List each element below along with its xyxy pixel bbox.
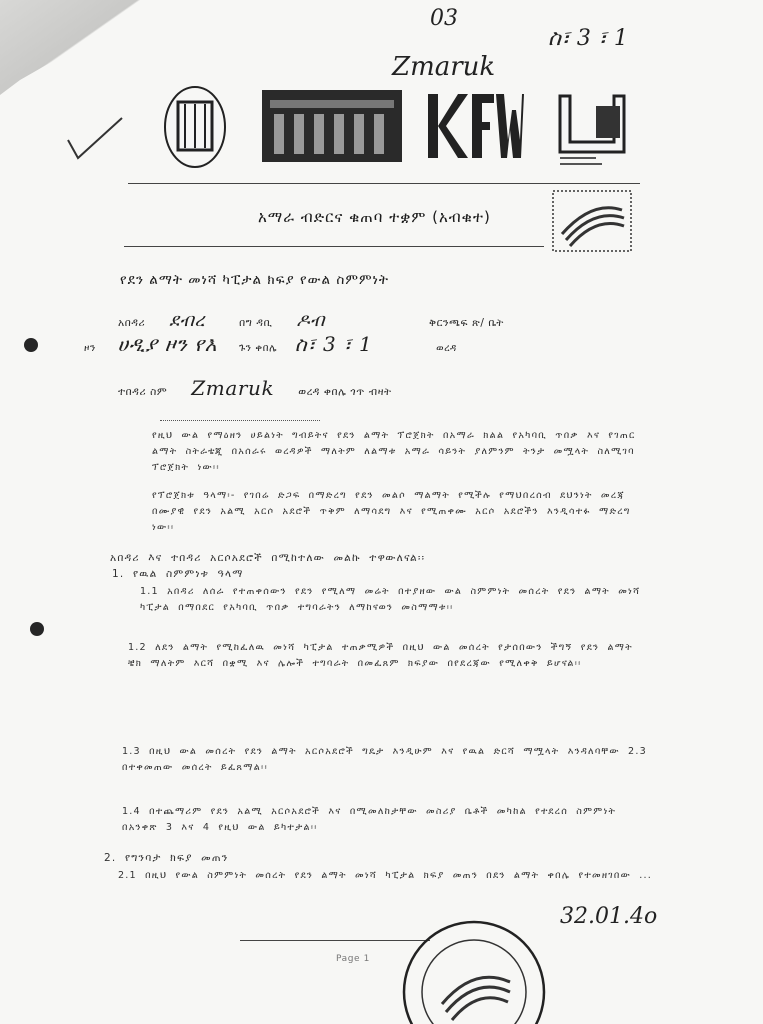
paragraph-1-2: 1.2 ለደን ልማት የሚከፈለዉ መነሻ ካፒታል ተጠቃሚዎች በዚህ ውል መሰረት የታሰበውን ችግኝ የደን ልማት ቼክ ማለትም እርሻ በቋሚ እና ሌሎች ተግባራት በመፈጸም ክፍያው በየደረጃው የሚለቀቅ ይሆናል፡፡ bbox=[128, 642, 633, 669]
section-heading-2: 2. የግንባታ ክፍያ መጠን bbox=[104, 852, 229, 864]
field-row-zone bbox=[84, 332, 457, 356]
field-value-handwritten: ዶብ bbox=[296, 310, 326, 331]
checkmark-icon bbox=[60, 110, 130, 170]
field-value-handwritten: ሀዲያ ዞን የእ bbox=[117, 332, 218, 356]
acsi-logo bbox=[552, 190, 632, 252]
paragraph-1-3: 1.3 በዚህ ውል መሰረት የደን ልማት አርሶአደሮች ግዴታ እንዲሁም እና የዉል ድርሻ ማሟላት እንዳለባቸው 2.3 በተቀመጠው መሰረት ይፈጸማል፡፡ bbox=[122, 746, 647, 773]
field-label: ወረዳ ቀበሌ ጎጥ ብዛት bbox=[298, 386, 392, 398]
german-cooperation-logo bbox=[556, 92, 628, 172]
field-row-lender bbox=[118, 310, 504, 331]
paragraph-intro: አበዳሪ እና ተበዳሪ አርሶአደሮች በሚከተለው መልኩ ተዋውለናል፡፡ bbox=[110, 552, 426, 564]
paragraph-1-1: 1.1 አበዳሪ ለሰራ የተጠቀሰውን የደን የሚለማ መሬት በተያዘው ውል ስምምነት መሰረት የደን ልማት መነሻ ካፒታል በማበደር የአካባቢ ጥበቃ ተግባራትን ለማከናወን መስማማቱ፡፡ bbox=[140, 586, 641, 613]
folded-corner bbox=[0, 0, 170, 95]
header-rule-top bbox=[128, 183, 640, 184]
field-label: አበዳሪ bbox=[118, 317, 146, 329]
punch-hole-bottom bbox=[30, 622, 44, 636]
paragraph-1-4: 1.4 በተጨማሪም የደን አልሚ አርሶአደሮች እና በሚመለከታቸው መስሪያ ቤቶች መካከል የተደረሰ ስምምነት በአንቀጽ 3 እና 4 የዚህ ውል ይካተታል፡፡ bbox=[122, 806, 617, 833]
field-label: ጉን ቀበሌ bbox=[238, 343, 278, 354]
handwritten-top-mark: 03 bbox=[430, 6, 458, 31]
field-row-borrower bbox=[118, 376, 392, 400]
handwritten-top-right: ስ፣ 3 ፣ 1 bbox=[548, 26, 628, 51]
building-logo bbox=[262, 90, 402, 162]
kfw-logo bbox=[424, 90, 524, 162]
field-value-handwritten: ደብረ bbox=[169, 310, 206, 331]
paragraph-2-1: 2.1 በዚህ የውል ስምምነት መሰረት የደን ልማት መነሻ ካፒታል ክፍያ መጠን በደን ልማት ቀበሌ የተመዘገበው ... bbox=[118, 870, 652, 881]
official-round-stamp bbox=[398, 916, 550, 1024]
field-label: ቅርንጫፍ ጽ/ ቤት bbox=[428, 317, 504, 329]
field-label: ተበዳሪ ስም bbox=[118, 386, 168, 398]
ethiopia-emblem-logo bbox=[160, 82, 230, 172]
field-label: ወረዳ bbox=[436, 343, 457, 354]
field-underline bbox=[160, 420, 320, 421]
paragraph-bullet-1: የዚህ ውል የማዕዘን ሀይልነት ግብይትና የደን ልማት ፕሮጀክት በአማራ ክልል የአካባቢ ጥበቃ እና የገጠር ልማት ስትራቴጂ በአሰራሩ ወረዳዎች ማለትም ለልማቱ አማራ ሳይንት ያለምንም ትንታ መሟላት ስለሚገባ ፕሮጀክት ነው፡፡ bbox=[152, 430, 636, 473]
handwritten-name-top: Zmaruk bbox=[392, 52, 496, 82]
field-value-handwritten: ስ፣ 3 ፣ 1 bbox=[294, 332, 373, 356]
header-rule-bottom bbox=[124, 246, 544, 247]
section-heading-1: 1. የዉል ስምምነቱ ዓላማ bbox=[112, 568, 244, 580]
field-label: በግ ዳቢ bbox=[239, 317, 273, 329]
handwritten-signature: 32.01.4o bbox=[560, 904, 658, 929]
paragraph-bullet-2: የፕሮጀክቱ ዓላማ፡- የገበሬ ድጋፍ በማድረግ የደን መልሶ ማልማት የሚችሉ የማህበረሰብ ደህንነት መረጃ በሙያዊ የደን አልሚ አርሶ አደሮች ጥቅም ለማሳደግ እና የሚጠቀሙ አርሶ አደሮችን እንዲሳተፉ ማድረግ ነው፡፡ bbox=[152, 490, 631, 533]
document-title: የደን ልማት መነሻ ካፒታል ክፍያ የውል ስምምነት bbox=[120, 272, 390, 288]
page-number: Page 1 bbox=[336, 954, 370, 964]
field-value-handwritten: Zmaruk bbox=[191, 376, 275, 400]
punch-hole-top bbox=[24, 338, 38, 352]
org-title: አማራ ብድርና ቁጠባ ተቋም (አብቁተ) bbox=[258, 208, 491, 226]
field-label: ዞን bbox=[84, 343, 96, 354]
